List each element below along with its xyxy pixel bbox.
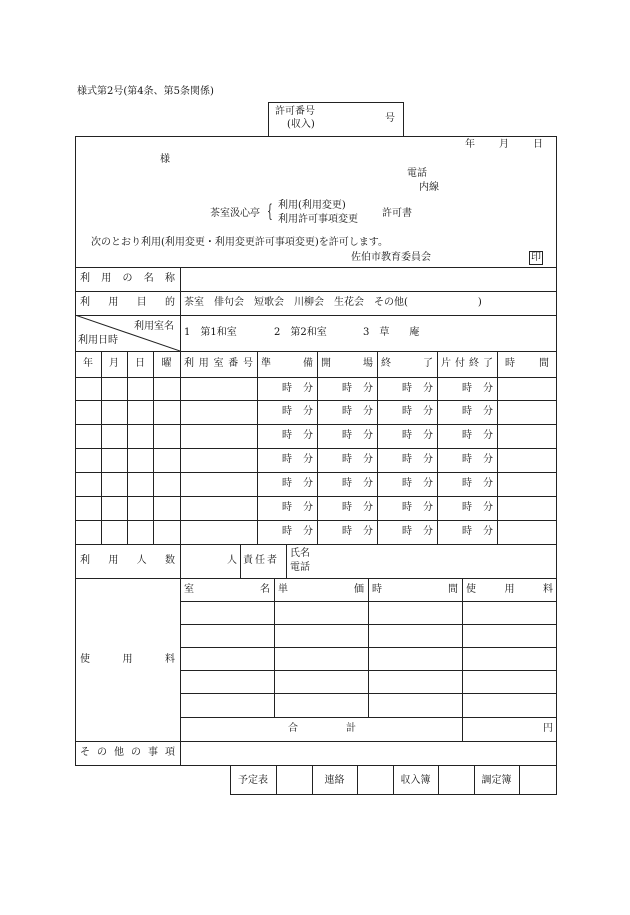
footer-schedule-label: 予定表: [238, 775, 268, 786]
form-title: 様式第2号(第4条、第5条関係): [77, 86, 214, 97]
room-option-1: 1 第1和室: [184, 327, 237, 338]
hour-unit: 時: [282, 430, 292, 441]
hour-unit: 時: [462, 406, 472, 417]
minute-unit: 分: [423, 478, 433, 489]
hour-unit: 時: [402, 526, 412, 537]
minute-unit: 分: [423, 526, 433, 537]
hour-unit: 時: [402, 502, 412, 513]
permit-number-label: 許可番号: [275, 106, 315, 117]
minute-unit: 分: [483, 454, 493, 465]
brace-icon: {: [267, 201, 273, 222]
hour-unit: 時: [282, 454, 292, 465]
hour-unit: 時: [342, 502, 352, 513]
hour-unit: 時: [462, 526, 472, 537]
minute-unit: 分: [423, 406, 433, 417]
hour-unit: 時: [462, 454, 472, 465]
facility-name: 茶室汲心亭: [210, 208, 260, 219]
date-time-label: 利用日時: [78, 335, 118, 346]
minute-unit: 分: [483, 502, 493, 513]
hour-unit: 時: [462, 430, 472, 441]
extension-label: 内線: [419, 182, 439, 193]
minute-unit: 分: [423, 454, 433, 465]
minute-unit: 分: [363, 502, 373, 513]
responsible-phone-label: 電話: [290, 562, 310, 573]
permit-statement: 次のとおり利用(利用変更・利用変更許可事項変更)を許可します。: [91, 237, 389, 248]
room-option-3: 3 草 庵: [363, 327, 420, 338]
hour-unit: 時: [342, 454, 352, 465]
revenue-label: (収入): [287, 119, 315, 130]
minute-unit: 分: [483, 430, 493, 441]
hour-unit: 時: [342, 526, 352, 537]
hour-unit: 時: [462, 502, 472, 513]
hour-unit: 時: [282, 478, 292, 489]
people-label: 利 用 人 数: [80, 555, 175, 566]
minute-unit: 分: [303, 478, 313, 489]
minute-unit: 分: [363, 454, 373, 465]
seal-icon: 印: [531, 252, 541, 263]
option-change: 利用許可事項変更: [278, 214, 358, 225]
minute-unit: 分: [303, 406, 313, 417]
minute-unit: 分: [303, 454, 313, 465]
minute-unit: 分: [483, 406, 493, 417]
people-unit: 人: [227, 555, 237, 566]
fee-header-unit-price: 単 価: [278, 584, 364, 595]
minute-unit: 分: [363, 406, 373, 417]
header-month: 月: [109, 358, 119, 369]
minute-unit: 分: [483, 526, 493, 537]
other-label: そ の 他 の 事 項: [80, 747, 175, 758]
document-type: 許可書: [382, 208, 412, 219]
minute-unit: 分: [483, 383, 493, 394]
hour-unit: 時: [402, 383, 412, 394]
permit-form-frame: [75, 136, 557, 766]
fee-header-fee: 使 用 料: [466, 584, 553, 595]
minute-unit: 分: [363, 383, 373, 394]
footer-contact-label: 連絡: [324, 775, 345, 786]
option-use: 利用(利用変更): [278, 200, 346, 211]
minute-unit: 分: [363, 478, 373, 489]
room-name-label: 利用室名: [134, 321, 174, 332]
issuer-name: 佐伯市教育委員会: [351, 252, 431, 263]
hour-unit: 時: [402, 430, 412, 441]
hour-unit: 時: [462, 383, 472, 394]
currency-unit: 円: [543, 723, 553, 734]
phone-label: 電話: [407, 168, 427, 179]
footer-assessment-book-label: 調定簿: [481, 775, 512, 786]
header-prep: 準 備: [261, 358, 313, 369]
minute-unit: 分: [423, 430, 433, 441]
header-open: 開 場: [321, 358, 373, 369]
header-room-number: 利 用 室 番 号: [184, 358, 253, 369]
date-year: 年: [465, 139, 475, 150]
date-day: 日: [533, 139, 543, 150]
hour-unit: 時: [282, 383, 292, 394]
name-label: 利 用 の 名 称: [80, 273, 175, 284]
responsible-name-label: 氏名: [290, 548, 310, 559]
hour-unit: 時: [402, 478, 412, 489]
header-end: 終 了: [381, 358, 433, 369]
hour-unit: 時: [462, 478, 472, 489]
header-day: 日: [135, 358, 145, 369]
date-month: 月: [499, 139, 509, 150]
fee-total-label: 合 計: [288, 723, 356, 734]
purpose-label: 利 用 目 的: [80, 297, 175, 308]
fee-header-time: 時 間: [372, 584, 458, 595]
minute-unit: 分: [303, 502, 313, 513]
hour-unit: 時: [342, 430, 352, 441]
hour-unit: 時: [342, 478, 352, 489]
hour-unit: 時: [342, 383, 352, 394]
room-option-2: 2 第2和室: [274, 327, 327, 338]
minute-unit: 分: [363, 430, 373, 441]
purpose-options: 茶室 俳句会 短歌会 川柳会 生花会 その他( ): [184, 297, 482, 308]
hour-unit: 時: [282, 406, 292, 417]
header-year: 年: [83, 358, 93, 369]
fee-label: 使 用 料: [80, 654, 175, 665]
minute-unit: 分: [363, 526, 373, 537]
fee-header-room: 室 名: [184, 584, 270, 595]
header-duration: 時 間: [505, 358, 549, 369]
hour-unit: 時: [402, 454, 412, 465]
number-suffix: 号: [385, 113, 395, 124]
hour-unit: 時: [282, 526, 292, 537]
hour-unit: 時: [402, 406, 412, 417]
minute-unit: 分: [303, 383, 313, 394]
header-cleanup: 片 付 終 了: [441, 358, 493, 369]
minute-unit: 分: [423, 383, 433, 394]
minute-unit: 分: [483, 478, 493, 489]
hour-unit: 時: [342, 406, 352, 417]
minute-unit: 分: [303, 430, 313, 441]
header-weekday: 曜: [161, 358, 172, 369]
recipient-suffix: 様: [160, 154, 170, 165]
minute-unit: 分: [303, 526, 313, 537]
footer-revenue-book-label: 収入簿: [400, 775, 431, 786]
minute-unit: 分: [423, 502, 433, 513]
responsible-label: 責任者: [243, 555, 279, 566]
hour-unit: 時: [282, 502, 292, 513]
